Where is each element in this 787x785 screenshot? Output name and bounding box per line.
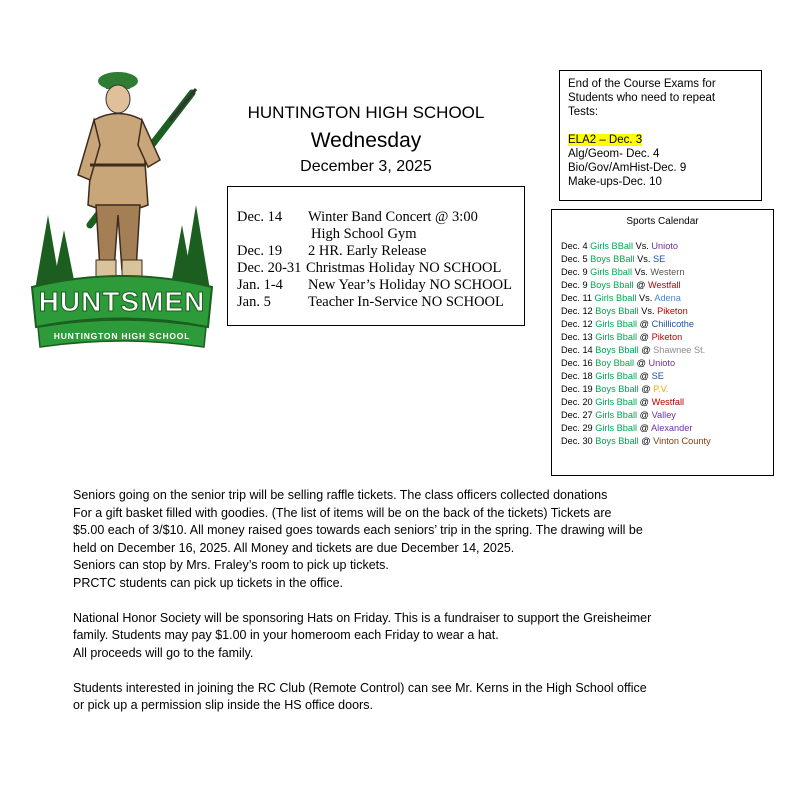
game-separator: @	[639, 332, 649, 342]
announcement-line: PRCTC students can pick up tickets in the office.	[73, 575, 344, 590]
game-opponent: Western	[650, 267, 685, 277]
game-opponent: SE	[652, 254, 666, 264]
game-date: Dec. 29	[561, 423, 593, 433]
event-row	[237, 209, 478, 226]
sports-game-row	[561, 435, 764, 448]
sports-game-row	[561, 396, 764, 409]
game-separator: @	[639, 397, 649, 407]
game-separator: @	[641, 436, 651, 446]
game-separator: Vs.	[641, 306, 655, 316]
game-date: Dec. 14	[561, 345, 593, 355]
game-separator: Vs.	[634, 267, 648, 277]
game-date: Dec. 16	[561, 358, 593, 368]
sports-game-row	[561, 318, 764, 331]
exam-line: Make-ups-Dec. 10	[568, 176, 662, 188]
game-team: Girls Bball	[595, 332, 638, 342]
game-opponent: Vinton County	[653, 436, 711, 446]
game-team: Boys Bball	[595, 306, 639, 316]
sports-game-row	[561, 370, 764, 383]
game-team: Girls BBall	[590, 241, 634, 251]
game-separator: Vs.	[635, 241, 649, 251]
announcement-line: held on December 16, 2025. All Money and tickets are due December 14, 2025.	[73, 540, 515, 555]
event-row	[237, 260, 502, 277]
game-date: Dec. 4	[561, 241, 588, 251]
sports-game-row	[561, 409, 764, 422]
event-date: Jan. 1-4	[237, 277, 283, 293]
logo-subtitle: HUNTINGTON HIGH SCHOOL	[53, 331, 191, 341]
sports-game-row	[561, 305, 764, 318]
sports-calendar-box	[551, 209, 774, 476]
announcement-line	[73, 592, 763, 610]
game-team: Girls Bball	[595, 371, 638, 381]
game-opponent: Westfall	[651, 397, 685, 407]
exam-line: Bio/Gov/AmHist-Dec. 9	[568, 162, 687, 174]
game-opponent: Adena	[654, 293, 681, 303]
event-row	[237, 294, 504, 311]
game-opponent: Westfall	[648, 280, 681, 290]
game-opponent: SE	[651, 371, 664, 381]
game-separator: @	[639, 410, 649, 420]
sports-game-row	[561, 357, 764, 370]
game-opponent: Piketon	[651, 332, 683, 342]
sports-game-row	[561, 383, 764, 396]
game-separator: Vs.	[638, 293, 653, 303]
logo-name: HUNTSMEN	[38, 286, 206, 317]
game-separator: @	[636, 358, 646, 368]
exams-box	[559, 70, 762, 201]
game-team: Boys Bball	[595, 384, 639, 394]
game-date: Dec. 12	[561, 306, 593, 316]
game-team: Girls Bball	[595, 423, 638, 433]
game-team: Girls Bball	[595, 397, 638, 407]
sports-game-row	[561, 344, 764, 357]
event-row	[237, 243, 427, 260]
game-separator: @	[636, 280, 646, 290]
game-date: Dec. 30	[561, 436, 593, 446]
frontiersman-figure	[78, 72, 160, 282]
announcement-line: National Honor Society will be sponsoring Hats on Friday. This is a fundraiser to support the Greisheimer	[73, 610, 652, 625]
game-team: Boy Bball	[595, 358, 635, 368]
event-desc: Winter Band Concert @ 3:00	[308, 209, 478, 225]
game-separator: Vs.	[637, 254, 651, 264]
game-separator: @	[641, 384, 651, 394]
exam-line: Alg/Geom- Dec. 4	[568, 148, 660, 160]
sports-game-row	[561, 240, 764, 253]
game-date: Dec. 12	[561, 319, 593, 329]
event-desc: New Year’s Holiday NO SCHOOL	[308, 277, 512, 293]
event-date: Dec. 19	[237, 243, 283, 259]
day-of-week: Wednesday	[310, 129, 422, 152]
game-opponent: Shawnee St.	[653, 345, 706, 355]
announcement-date: December 3, 2025	[300, 158, 432, 175]
game-team: Boys Bball	[595, 436, 639, 446]
event-date: Dec. 20-31	[237, 260, 302, 276]
game-date: Dec. 18	[561, 371, 593, 381]
game-opponent: Valley	[651, 410, 676, 420]
event-date: Jan. 5	[237, 294, 271, 310]
game-date: Dec. 5	[561, 254, 588, 264]
school-name: HUNTINGTON HIGH SCHOOL	[247, 103, 485, 122]
game-date: Dec. 20	[561, 397, 593, 407]
game-team: Girls Bball	[595, 410, 638, 420]
events-box	[227, 186, 525, 326]
game-date: Dec. 9	[561, 280, 588, 290]
event-desc: High School Gym	[311, 226, 417, 242]
sports-game-row	[561, 422, 764, 435]
sports-game-row	[561, 253, 764, 266]
game-date: Dec. 27	[561, 410, 593, 420]
game-date: Dec. 19	[561, 384, 593, 394]
sports-game-row	[561, 331, 764, 344]
announcement-line: family. Students may pay $1.00 in your homeroom each Friday to wear a hat.	[73, 628, 499, 642]
game-date: Dec. 11	[561, 293, 592, 303]
game-separator: @	[639, 319, 649, 329]
game-team: Boys Bball	[595, 345, 639, 355]
event-row	[237, 277, 512, 294]
announcement-line: All proceeds will go to the family.	[73, 645, 254, 660]
game-separator: @	[639, 371, 649, 381]
sports-game-row	[561, 266, 764, 279]
announcement-line: or pick up a permission slip inside the HS office doors.	[73, 698, 373, 712]
announcements	[73, 487, 763, 715]
game-team: Boys BBall	[590, 254, 635, 264]
game-date: Dec. 13	[561, 332, 593, 342]
announcement-line: For a gift basket filled with goodies. (The list of items will be on the back of the tickets) Tickets are	[73, 505, 612, 520]
huntsmen-banner	[32, 276, 212, 347]
announcement-line: $5.00 each of 3/$10. All money raised goes towards each seniors’ trip in the spring. The drawing will be	[73, 523, 643, 537]
game-date: Dec. 9	[561, 267, 588, 277]
event-desc: Teacher In-Service NO SCHOOL	[308, 294, 504, 310]
game-team: Girls Bball	[595, 319, 638, 329]
game-team: Boys Bball	[590, 280, 634, 290]
sports-game-row	[561, 292, 764, 305]
exams-title-line: End of the Course Exams for	[568, 78, 716, 90]
game-team: Girls Bball	[590, 267, 632, 277]
game-separator: @	[641, 345, 651, 355]
sports-game-row	[561, 279, 764, 292]
game-separator: @	[639, 423, 649, 433]
event-desc: Christmas Holiday NO SCHOOL	[306, 260, 502, 276]
exams-title-line: Students who need to repeat	[568, 92, 716, 104]
game-opponent: Chillicothe	[651, 319, 694, 329]
game-opponent: P.V.	[653, 384, 669, 394]
exam-highlight: ELA2 – Dec. 3	[568, 134, 643, 146]
event-date: Dec. 14	[237, 209, 283, 225]
event-desc: 2 HR. Early Release	[308, 243, 427, 259]
announcement-line: Seniors can stop by Mrs. Fraley’s room to pick up tickets.	[73, 558, 389, 572]
announcement-line: Seniors going on the senior trip will be selling raffle tickets. The class officers collected donations	[73, 488, 608, 502]
game-opponent: Alexander	[651, 423, 693, 433]
announcement-line: Students interested in joining the RC Club (Remote Control) can see Mr. Kerns in the High School office	[73, 680, 647, 695]
huntsmen-logo	[30, 65, 215, 357]
exams-title-line: Tests:	[568, 106, 599, 118]
announcement-line	[73, 662, 763, 680]
sports-list	[561, 240, 764, 448]
sports-calendar-title: Sports Calendar	[626, 216, 699, 227]
game-opponent: Unioto	[651, 241, 678, 251]
game-opponent: Unioto	[648, 358, 676, 368]
game-team: Girls Bball	[594, 293, 637, 303]
game-opponent: Piketon	[657, 306, 688, 316]
